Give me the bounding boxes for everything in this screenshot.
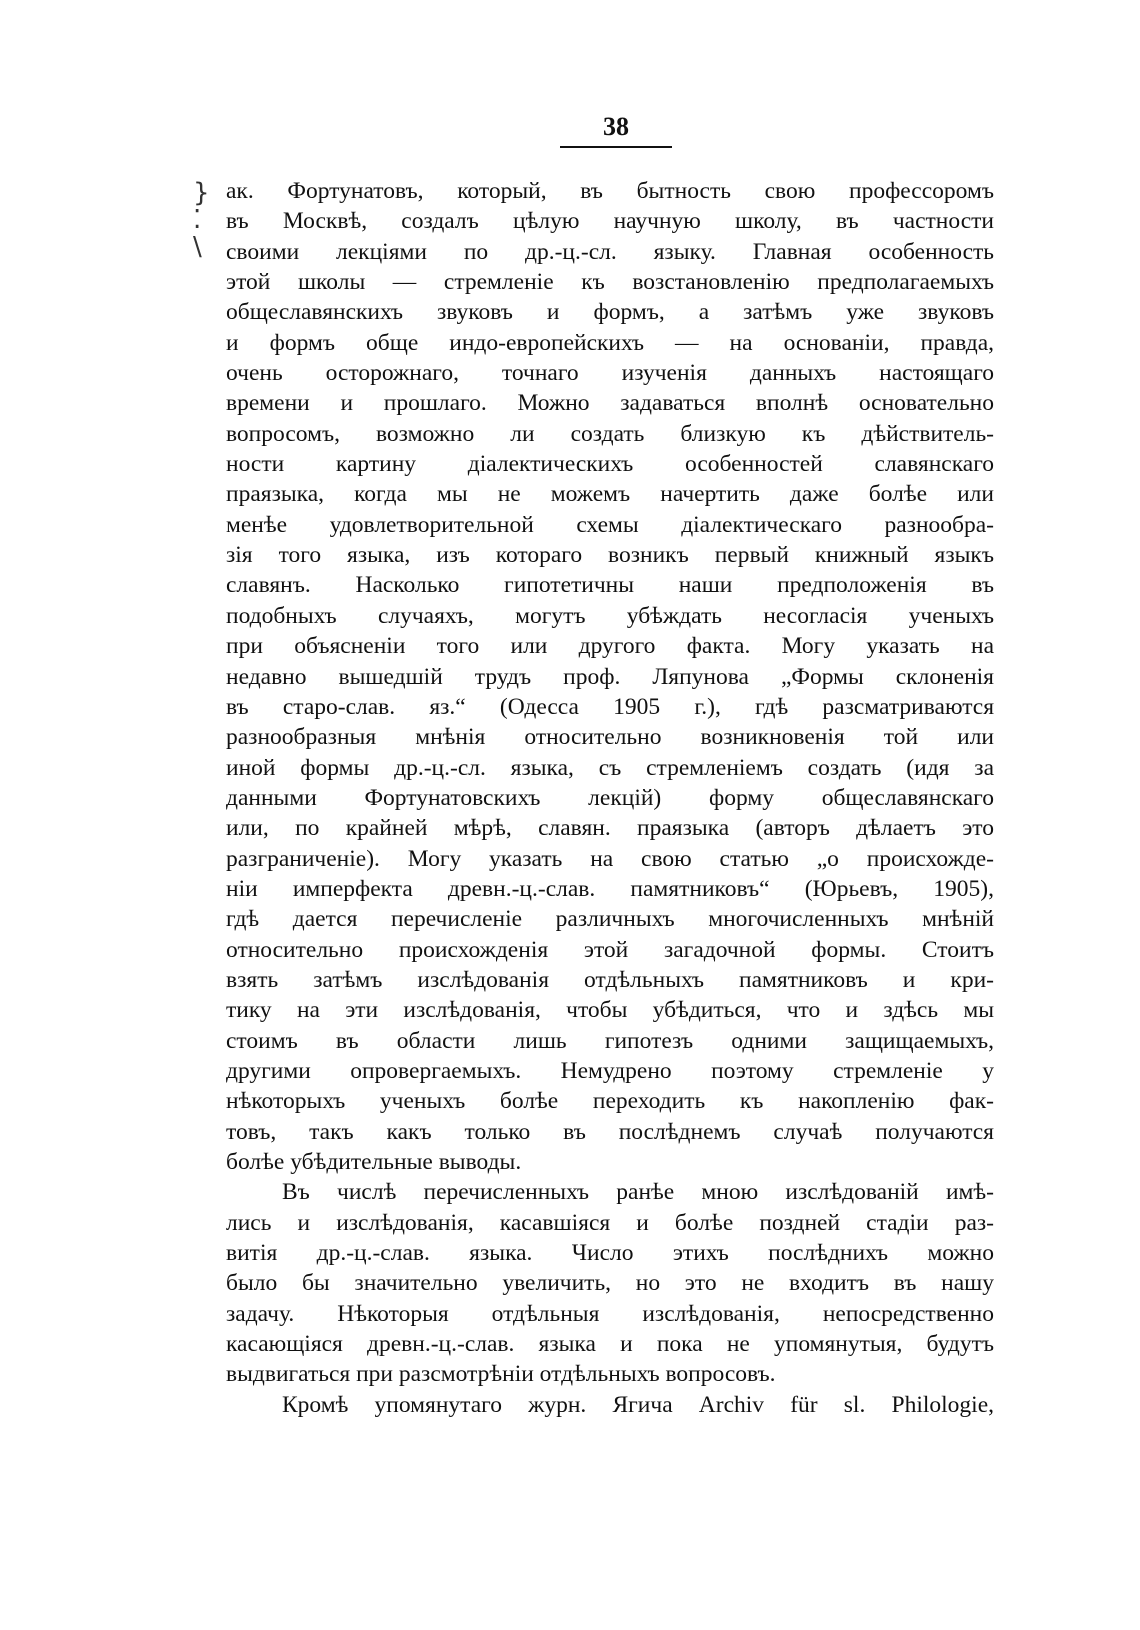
text-line: касающіяся древн.-ц.-слав. языка и пока не упомянутыя, будутъ bbox=[226, 1331, 994, 1358]
text-line: славянъ. Насколько гипотетичны наши предположенія въ bbox=[226, 572, 994, 599]
text-line: задачу. Нѣкоторыя отдѣльныя изслѣдованія, непосредственно bbox=[226, 1300, 994, 1327]
paragraph-start-line: Въ числѣ перечисленныхъ ранѣе мною изслѣдованій имѣ- bbox=[282, 1179, 994, 1206]
text-line: въ старо-слав. яз.“ (Одесса 1905 г.), гдѣ разсматриваются bbox=[226, 693, 994, 720]
page-number-rule bbox=[560, 146, 672, 148]
text-line: взять затѣмъ изслѣдованія отдѣльныхъ памятниковъ и кри- bbox=[226, 966, 994, 993]
text-line: недавно вышедшій трудъ проф. Ляпунова „Формы склоненія bbox=[226, 663, 994, 690]
text-line: было бы значительно увеличить, но это не входитъ въ нашу bbox=[226, 1270, 994, 1297]
paragraph-end-line: болѣе убѣдительные выводы. bbox=[226, 1149, 522, 1175]
text-line: другими опровергаемыхъ. Немудрено поэтому стремленіе у bbox=[226, 1057, 994, 1084]
text-line: очень осторожнаго, точнаго изученія данныхъ настоящаго bbox=[226, 360, 994, 387]
text-line: ніи имперфекта древн.-ц.-слав. памятниковъ“ (Юрьевъ, 1905), bbox=[226, 875, 994, 902]
text-line: нѣкоторыхъ ученыхъ болѣе переходить къ накопленію фак- bbox=[226, 1088, 994, 1115]
text-line: данными Фортунатовскихъ лекцій) форму общеславянскаго bbox=[226, 784, 994, 811]
text-line: менѣе удовлетворительной схемы діалектическаго разнообра- bbox=[226, 511, 994, 538]
text-line: разграниченіе). Могу указать на свою статью „о происхожде- bbox=[226, 845, 994, 872]
text-line: или, по крайней мѣрѣ, славян. праязыка (авторъ дѣлаетъ это bbox=[226, 815, 994, 842]
text-line: относительно происхожденія этой загадочной формы. Стоитъ bbox=[226, 936, 994, 963]
text-line: времени и прошлаго. Можно задаваться вполнѣ основательно bbox=[226, 390, 994, 417]
margin-mark-bottom: \ bbox=[193, 232, 202, 262]
text-line: и формъ обще индо-европейскихъ — на основаніи, правда, bbox=[226, 329, 994, 356]
text-line: витія др.-ц.-слав. языка. Число этихъ послѣднихъ можно bbox=[226, 1240, 994, 1267]
text-line: товъ, такъ какъ только въ послѣднемъ случаѣ получаются bbox=[226, 1118, 994, 1145]
text-line: своими лекціями по др.-ц.-сл. языку. Главная особенность bbox=[226, 238, 994, 265]
page-number: 38 bbox=[603, 112, 629, 141]
paragraph-start-line: Кромѣ упомянутаго журн. Ягича Archiv für sl. Philologie, bbox=[282, 1391, 994, 1418]
text-line: стоимъ въ области лишь гипотезъ одними защищаемыхъ, bbox=[226, 1027, 994, 1054]
text-line: лись и изслѣдованія, касавшіяся и болѣе поздней стадіи раз- bbox=[226, 1209, 994, 1236]
text-line: этой школы — стремленіе къ возстановленію предполагаемыхъ bbox=[226, 269, 994, 296]
margin-mark-middle: ⁚ bbox=[193, 205, 202, 235]
text-line: вопросомъ, возможно ли создать близкую къ дѣйствитель- bbox=[226, 420, 994, 447]
text-line: ности картину діалектическихъ особенностей славянскаго bbox=[226, 451, 994, 478]
text-line: разнообразныя мнѣнія относительно возникновенія той или bbox=[226, 724, 994, 751]
text-line: тику на эти изслѣдованія, чтобы убѣдиться, что и здѣсь мы bbox=[226, 997, 994, 1024]
text-line: праязыка, когда мы не можемъ начертить даже болѣе или bbox=[226, 481, 994, 508]
paragraph-end-line: выдвигаться при разсмотрѣніи отдѣльныхъ вопросовъ. bbox=[226, 1361, 776, 1388]
body-text bbox=[226, 176, 994, 1420]
text-line: въ Москвѣ, создалъ цѣлую научную школу, въ частности bbox=[226, 208, 994, 235]
margin-bracket-mark bbox=[193, 178, 210, 262]
text-line: при объясненіи того или другого факта. Могу указать на bbox=[226, 633, 994, 660]
text-line: гдѣ дается перечисленіе различныхъ многочисленныхъ мнѣній bbox=[226, 906, 994, 933]
text-line: подобныхъ случаяхъ, могутъ убѣждать несогласія ученыхъ bbox=[226, 602, 994, 629]
text-line: общеславянскихъ звуковъ и формъ, а затѣмъ уже звуковъ bbox=[226, 299, 994, 326]
margin-mark-top: } bbox=[193, 178, 210, 208]
text-line: зія того языка, изъ котораго возникъ первый книжный языкъ bbox=[226, 542, 994, 569]
text-line: ак. Фортунатовъ, который, въ бытность свою профессоромъ bbox=[226, 178, 994, 204]
text-line: иной формы др.-ц.-сл. языка, съ стремленіемъ создать (идя за bbox=[226, 754, 994, 781]
